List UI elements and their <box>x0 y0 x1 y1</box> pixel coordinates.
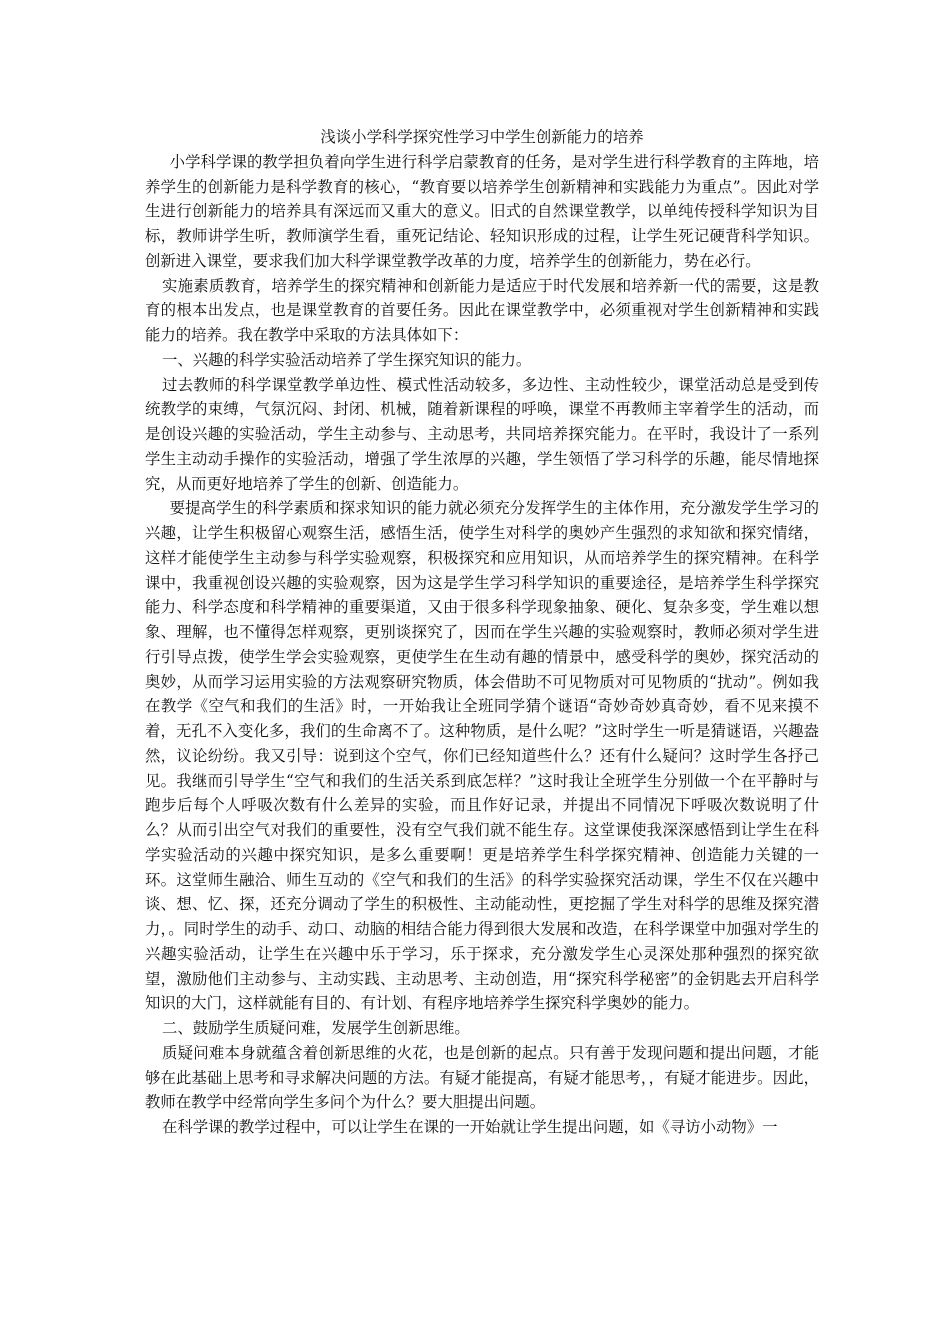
paragraph-past-teaching: 过去教师的科学课堂教学单边性、模式性活动较多，多边性、主动性较少，课堂活动总是受到传统教学的束缚，气氛沉闷、封闭、机械，随着新课程的呼唤，课堂不再教师主宰着学生的活动，而是创设兴趣的实验活动，学生主动参与、主动思考，共同培养探究能力。在平时，我设计了一系列学生主动动手操作的实验活动，增强了学生浓厚的兴趣，学生领悟了学习科学的乐趣，能尽情地探究，从而更好地培养了学生的创新、创造能力。 <box>145 375 819 493</box>
paragraph-teaching-process: 在科学课的教学过程中，可以让学生在课的一开始就让学生提出问题，如《寻访小动物》一 <box>161 1118 778 1136</box>
paragraph-interest-experiments: 要提高学生的科学素质和探求知识的能力就必须充分发挥学生的主体作用，充分激发学生学习的兴趣，让学生积极留心观察生活，感悟生活，使学生对科学的奥妙产生强烈的求知欲和探究情绪，这样才能使学生主动参与科学实验观察，积极探究和应用知识，从而培养学生的探究精神。在科学课中，我重视创设兴趣的实验观察，因为这是学生学习科学知识的重要途径，是培养学生科学探究能力、科学态度和科学精神的重要渠道，又由于很多科学现象抽象、硬化、复杂多变，学生难以想象、理解，也不懂得怎样观察，更别谈探究了，因而在学生兴趣的实验观察时，教师必须对学生进行引导点拨，使学生学会实验观察，更使学生在生动有趣的情景中，感受科学的奥妙，探究活动的奥妙，从而学习运用实验的方法观察研究物质，体会借助不可见物质对可见物质的“扰动”。例如我在教学《空气和我们的生活》时，一开始我让全班同学猜个谜语“奇妙奇妙真奇妙，看不见来摸不着，无孔不入变化多，我们的生命离不了。这种物质，是什么呢？”这时学生一听是猜谜语，兴趣盎然，议论纷纷。我又引导：说到这个空气，你们已经知道些什么？还有什么疑问？这时学生各抒己见。我继而引导学生“空气和我们的生活关系到底怎样？”这时我让全班学生分别做一个在平静时与跑步后每个人呼吸次数有什么差异的实验，而且作好记录，并提出不同情况下呼吸次数说明了什么？从而引出空气对我们的重要性，没有空气我们就不能生存。这堂课使我深深感悟到让学生在科学实验活动的兴趣中探究知识，是多么重要啊！更是培养学生科学探究精神、创造能力关键的一环。这堂师生融洽、师生互动的《空气和我们的生活》的科学实验探究活动课，学生不仅在兴趣中谈、想、忆、探，还充分调动了学生的积极性、主动能动性，更挖掘了学生对科学的思维及探究潜力，。同时学生的动手、动口、动脑的相结合能力得到很大发展和改造，在科学课堂中加强对学生的兴趣实验活动，让学生在兴趣中乐于学习，乐于探求，充分激发学生心灵深处那种强烈的探究欲望，激励他们主动参与、主动实践、主动思考、主动创造，用“探究科学秘密”的金钥匙去开启科学知识的大门，这样就能有目的、有计划、有程序地培养学生探究科学奥妙的能力。 <box>145 499 819 1013</box>
paragraph-quality-education: 实施素质教育，培养学生的探究精神和创新能力是适应于时代发展和培养新一代的需要，这是教育的根本出发点，也是课堂教育的首要任务。因此在课堂教学中，必须重视对学生创新精神和实践能力的培养。我在教学中采取的方法具体如下： <box>145 276 819 344</box>
paragraph-intro: 小学科学课的教学担负着向学生进行科学启蒙教育的任务，是对学生进行科学教育的主阵地，培养学生的创新能力是科学教育的核心，“教育要以培养学生创新精神和实践能力为重点”。因此对学生进行创新能力的培养具有深远而又重大的意义。旧式的自然课堂教学，以单纯传授科学知识为目标，教师讲学生听，教师演学生看，重死记结论、轻知识形成的过程，让学生死记硬背科学知识。创新进入课堂，要求我们加大科学课堂教学改革的力度，培养学生的创新能力，势在必行。 <box>145 152 819 270</box>
section-heading-2: 二、鼓励学生质疑问难，发展学生创新思维。 <box>161 1019 470 1037</box>
document-title: 浅谈小学科学探究性学习中学生创新能力的培养 <box>320 128 644 146</box>
document-body <box>145 125 819 1140</box>
section-heading-1: 一、兴趣的科学实验活动培养了学生探究知识的能力。 <box>161 350 532 369</box>
paragraph-questioning: 质疑问难本身就蕴含着创新思维的火花，也是创新的起点。只有善于发现问题和提出问题，才能够在此基础上思考和寻求解决问题的方法。有疑才能提高，有疑才能思考，，有疑才能进步。因此，教师在教学中经常向学生多问个为什么？要大胆提出问题。 <box>145 1043 819 1112</box>
